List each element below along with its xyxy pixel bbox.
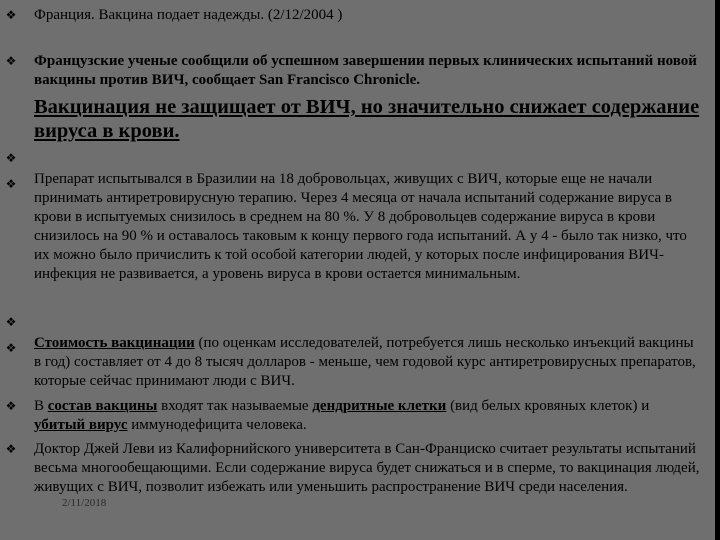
item-title: Франция. Вакцина подает надежды. (2/12/2004 ) [34, 7, 343, 23]
composition-link[interactable]: состав вакцины [47, 398, 158, 414]
bullet-icon: ❖ [5, 151, 17, 165]
composition-mid2: (вид белых кровяных клеток) и [446, 398, 650, 414]
bullet-icon: ❖ [5, 315, 17, 329]
composition-pre: В [34, 398, 48, 414]
item-trial-details: Препарат испытывался в Бразилии на 18 добровольцах, живущих с ВИЧ, которые еще не начали принимать антиретровирусную терапию. Через 4 месяца от начала испытаний содержание вируса в крови в испытуемых снизилось в среднем на 80 %. У 8 добровольцев содержание вируса в крови снизилось на 90 % и оставалось таковым к концу первого года испытаний. А у 4 - было так низко, что их можно было причислить к той особой категории людей, у которых после инфицирования ВИЧ-инфекция не развивается, а уровень вируса в крови остается минимальным. [34, 171, 687, 282]
bullet-icon: ❖ [5, 442, 17, 456]
bullet-icon: ❖ [5, 399, 17, 413]
bullet-icon: ❖ [5, 341, 17, 355]
item-composition [34, 397, 702, 435]
right-edge-bar [715, 0, 720, 540]
composition-post: иммунодефицита человека. [127, 417, 307, 433]
bullet-icon: ❖ [5, 8, 17, 22]
bullet-icon: ❖ [5, 54, 17, 68]
cost-link[interactable]: Стоимость вакцинации [34, 335, 195, 351]
footer-date: 2/11/2018 [62, 497, 107, 509]
section-heading: Вакцинация не защищает от ВИЧ, но значительно снижает содержание вируса в крови. [34, 96, 700, 142]
composition-mid1: входят так называемые [157, 398, 313, 414]
dendritic-cells-link[interactable]: дендритные клетки [312, 398, 447, 414]
killed-virus-link[interactable]: убитый вирус [34, 417, 128, 433]
item-expert-opinion: Доктор Джей Леви из Калифорнийского университета в Сан-Франциско считает результаты испытаний весьма многообещающими. Если содержание вируса будет снижаться и в сперме, то вакцинация людей, живущих с ВИЧ, позволит избежать или уменьшить распространение ВИЧ среди населения. [34, 441, 700, 495]
cost-text: (по оценкам исследователей, потребуется лишь несколько инъекций вакцины в год) составляет от 4 до 8 тысяч долларов - меньше, чем годовой курс антиретровирусных препаратов, которые сейчас принимают люди с ВИЧ. [34, 335, 696, 389]
item-intro: Французские ученые сообщили об успешном завершении первых клинических испытаний новой вакцины против ВИЧ, сообщает San Francisco Chronicle. [34, 53, 697, 88]
bullet-icon: ❖ [5, 177, 17, 191]
item-cost [34, 334, 702, 391]
